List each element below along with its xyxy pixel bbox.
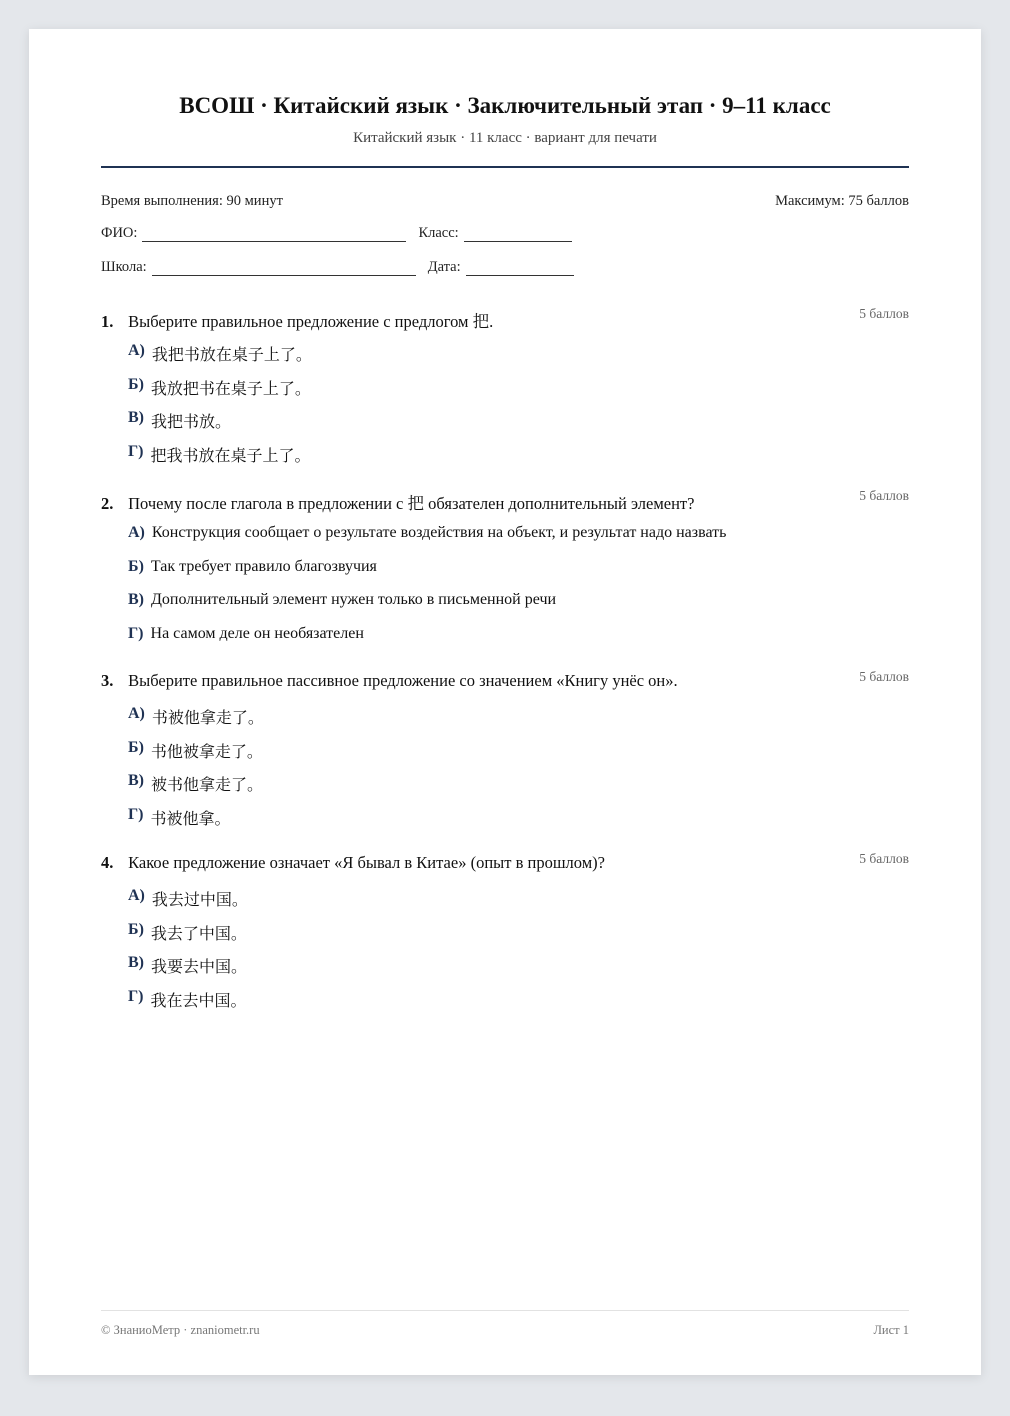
option-letter: А) <box>128 705 145 722</box>
question-text: Какое предложение означает «Я бывал в Китае» (опыт в прошлом)? <box>128 853 605 872</box>
fio-class-row <box>101 225 584 242</box>
option-text: 我去了中国。 <box>150 925 247 943</box>
option-text: Конструкция сообщает о результате воздействия на объект, и результат надо назвать <box>151 524 727 541</box>
options-list <box>101 887 909 1021</box>
fio-label: ФИО: <box>101 225 138 241</box>
option-a[interactable] <box>128 524 909 558</box>
option-text: Дополнительный элемент нужен только в письменной речи <box>151 591 557 608</box>
option-letter: Б) <box>128 920 144 938</box>
question-number: 1. <box>101 312 114 331</box>
question-points: 5 баллов <box>859 669 909 684</box>
school-date-row <box>101 259 586 276</box>
option-a[interactable] <box>128 887 909 921</box>
question-number: 3. <box>101 671 114 690</box>
time-limit: Время выполнения: 90 минут <box>101 193 283 209</box>
options-list <box>101 342 909 476</box>
option-letter: А) <box>128 524 145 541</box>
option-text: Так требует правило благозвучия <box>150 557 377 575</box>
option-c[interactable] <box>128 772 909 806</box>
fio-field[interactable] <box>142 227 406 242</box>
question-header <box>101 308 909 332</box>
option-c[interactable] <box>128 591 909 625</box>
option-text: На самом деле он необязателен <box>150 624 364 642</box>
option-letter: Г) <box>128 805 144 823</box>
question-header <box>101 853 909 877</box>
question-2 <box>101 490 909 658</box>
option-b[interactable] <box>128 739 909 773</box>
question-points: 5 баллов <box>859 306 909 321</box>
page-title: ВСОШ · Китайский язык · Заключительный этап · 9–11 класс <box>179 93 831 118</box>
option-b[interactable] <box>128 376 909 410</box>
option-letter: Б) <box>128 375 144 393</box>
option-text: 被书他拿走了。 <box>151 777 264 794</box>
question-header <box>101 490 909 514</box>
option-text: 我把书放。 <box>151 414 232 431</box>
print-sheet <box>29 29 981 1375</box>
sheet-content <box>101 29 909 1375</box>
question-points: 5 баллов <box>859 488 909 503</box>
question-4 <box>101 853 909 1021</box>
option-a[interactable] <box>128 342 909 376</box>
option-text: 我把书放在桌子上了。 <box>151 347 312 364</box>
question-header <box>101 671 909 695</box>
page-subtitle: Китайский язык · 11 класс · вариант для печати <box>353 130 657 146</box>
question-number: 4. <box>101 853 114 872</box>
page-number: Лист 1 <box>873 1323 909 1337</box>
meta-row <box>101 193 909 210</box>
option-letter: В) <box>128 591 144 608</box>
question-number: 2. <box>101 494 114 513</box>
school-label: Школа: <box>101 259 147 275</box>
date-field[interactable] <box>466 261 574 276</box>
option-d[interactable] <box>128 625 909 659</box>
option-letter: В) <box>128 409 144 426</box>
max-score: Максимум: 75 баллов <box>775 193 909 209</box>
option-letter: Б) <box>128 738 144 756</box>
class-label: Класс: <box>418 225 459 241</box>
option-d[interactable] <box>128 443 909 477</box>
header-divider <box>101 166 909 168</box>
option-d[interactable] <box>128 806 909 840</box>
date-label: Дата: <box>427 259 461 275</box>
footer-copyright: © ЗнаниоМетр · znaniometr.ru <box>101 1323 260 1337</box>
option-text: 书他被拿走了。 <box>150 743 263 761</box>
option-letter: Г) <box>128 442 144 460</box>
class-field[interactable] <box>464 227 572 242</box>
option-text: 我要去中国。 <box>151 959 248 976</box>
option-letter: Г) <box>128 987 144 1005</box>
question-points: 5 баллов <box>859 851 909 866</box>
option-letter: А) <box>128 342 145 359</box>
option-letter: В) <box>128 954 144 971</box>
option-text: 我去过中国。 <box>151 892 248 909</box>
option-c[interactable] <box>128 409 909 443</box>
options-list <box>101 524 909 658</box>
option-text: 我放把书在桌子上了。 <box>150 380 311 398</box>
option-b[interactable] <box>128 921 909 955</box>
question-1 <box>101 308 909 476</box>
question-text: Выберите правильное предложение с предлогом 把. <box>128 312 494 331</box>
option-c[interactable] <box>128 954 909 988</box>
question-text: Почему после глагола в предложении с 把 обязателен дополнительный элемент? <box>128 494 695 513</box>
option-a[interactable] <box>128 705 909 739</box>
option-d[interactable] <box>128 988 909 1022</box>
options-list <box>101 705 909 839</box>
option-text: 书被他拿。 <box>150 810 231 828</box>
option-b[interactable] <box>128 558 909 592</box>
question-3 <box>101 671 909 839</box>
option-letter: А) <box>128 887 145 904</box>
footer-divider <box>101 1310 909 1311</box>
question-text: Выберите правильное пассивное предложение со значением «Книгу унёс он». <box>128 671 678 690</box>
option-letter: Г) <box>128 624 144 642</box>
school-field[interactable] <box>152 261 416 276</box>
option-text: 书被他拿走了。 <box>151 710 264 727</box>
option-text: 把我书放在桌子上了。 <box>150 447 311 465</box>
option-text: 我在去中国。 <box>150 992 247 1010</box>
option-letter: В) <box>128 772 144 789</box>
option-letter: Б) <box>128 557 144 575</box>
